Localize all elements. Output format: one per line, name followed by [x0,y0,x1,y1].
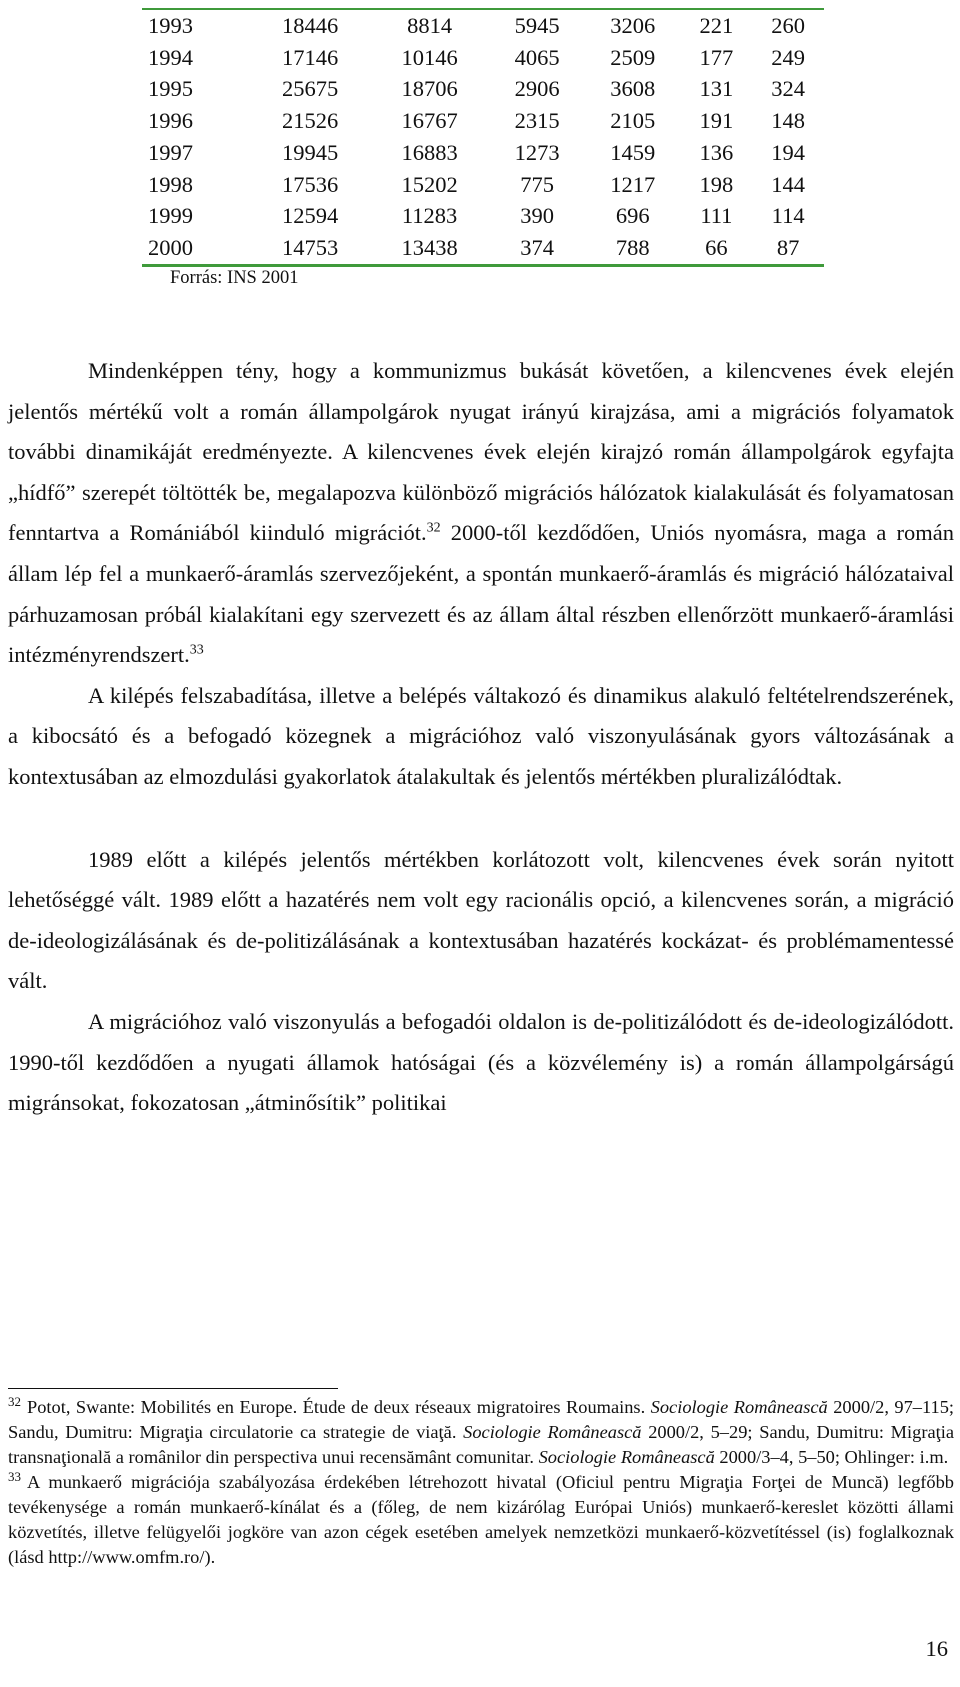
table-source: Forrás: INS 2001 [170,268,299,288]
footnote-number: 33 [8,1468,21,1484]
table-cell: 8814 [407,13,453,38]
footnote: $^{32}$ Potot, Swante: Mobilités en Europe. Étude de deux réseaux migratoires Roumains. Sociologie Românească 2000/2, 97–115; Sandu, Dumitru: Migraţia circulatorie ca strategie de viaţă. Sociologie Românească 2000/2, 5–29; Sandu, Dumitru: Migraţia transnaţională a românilor din perspectiva unui recensământ comunitar. Sociologie Românească 2000/3–4, 5–50; Ohlinger: i.m. [8,1393,954,1467]
table-cell: 1217 [610,171,656,197]
table-cell: 775 [520,171,555,197]
table-cell: 1996 [148,108,193,134]
table-cell: 1459 [610,139,656,165]
table-cell: 17536 [281,171,339,197]
table-cell: 4065 [514,44,560,70]
table-cell: 2105 [610,108,656,134]
table-cell: 18706 [401,76,458,102]
table-cell: 1273 [514,139,560,165]
table-cell: 696 [615,203,650,229]
table-cell: 13438 [401,234,458,260]
table-row [142,10,824,42]
table-cell: 191 [699,108,734,134]
table-cell: 1997 [148,139,193,165]
paragraph: A kilépés felszabadítása, illetve a belépés váltakozó és dinamikus alakuló feltételrendszerének, a kibocsátó és a befogadó közegnek a migrációhoz való viszonyulásának gyors változásának a kontextusában az elmozdulási gyakorlatok átalakultak és jelentős mértékben pluralizálódtak. [8,682,954,789]
table-cell: 788 [615,234,650,260]
body-text-top [8,351,954,1124]
table-cell: 66 [705,234,728,260]
table-cell: 144 [771,171,805,197]
page-number: 16 [925,1636,948,1661]
table-cell: 2906 [514,76,560,102]
table-cell: 194 [771,139,805,165]
table-row [142,137,824,169]
table-row [142,200,824,232]
table-cell: 114 [771,203,805,229]
table-cell: 177 [699,44,734,70]
table-cell: 249 [771,44,805,70]
table-cell: 2315 [514,108,560,134]
table-cell: 374 [520,234,555,260]
table-row [142,73,824,105]
footnote-separator [8,1388,338,1389]
table-row [142,169,824,201]
table-cell: 16767 [401,108,458,134]
footnote-ref[interactable]: 32 [426,520,441,536]
table-cell: 2509 [610,44,656,70]
table-cell: 390 [520,203,555,229]
paragraph: A migrációhoz való viszonyulás a befogadói oldalon is de-politizálódott és de-ideologizálódott. 1990-től kezdődően a nyugati államok hatóságai (és a közvélemény is) a román állampolgárságú migránsokat, fokozatosan „átminősítik” politikai [8,1008,954,1116]
table-cell: 3608 [610,76,656,102]
table-cell: 111 [700,203,733,229]
table-cell: 1998 [148,171,193,197]
table-cell: 12594 [281,203,339,229]
table-cell: 2000 [148,234,193,260]
table-cell: 221 [699,13,734,38]
table-cell: 14753 [281,234,339,260]
table-cell: 148 [771,108,805,134]
table-cell: 1993 [148,13,193,38]
table-cell: 136 [699,139,734,165]
table-cell: 87 [776,234,800,260]
footnote-ref[interactable]: 33 [189,642,204,658]
table-cell: 260 [771,13,805,38]
statistics-table [142,8,824,267]
table-cell: 17146 [281,44,339,70]
table-cell: 15202 [401,171,458,197]
table-cell: 10146 [401,44,458,70]
table-cell: 21526 [281,108,339,134]
footnote-number: 32 [8,1393,21,1409]
table-row [142,105,824,137]
footnotes [8,1395,954,1570]
table-cell: 1995 [148,76,193,102]
table-cell: 3206 [610,13,656,38]
paragraph: 1989 előtt a kilépés jelentős mértékben korlátozott volt, kilencvenes évek során nyitott lehetőséggé vált. 1989 előtt a hazatérés nem volt egy racionális opció, a kilencvenes során, a migráció de-ideologizálásának és de-politizálásának a kontextusában hazatérés kockázat- és problémamentessé vált. [8,846,954,994]
footnote: $^{33}$ A munkaerő migrációja szabályozása érdekében létrehozott hivatal (Oficiul pentru Migraţia Forţei de Muncă) legfőbb tevékenysége a román munkaerő-kínálat és a (főleg, de nem kizárólag Európai Uniós) munkaerő-kereslet közötti állami közvetítés, illetve felügyelői jogköre van azon cégek esetében amelyek nemzetközi munkaerő-közvetítéssel (is) foglalkoznak (lásd http://www.omfm.ro/). [8,1468,954,1567]
table-cell: 5945 [514,13,560,38]
table-cell: 198 [699,171,734,197]
table-cell: 19945 [281,139,339,165]
table-cell: 25675 [281,76,339,102]
table-row [142,42,824,74]
paragraph: Mindenképpen tény, hogy a kommunizmus bukását követően, a kilencvenes évek elején jelentős mértékű volt a román állampolgárok nyugat irányú kirajzása, ami a migrációs folyamatok további dinamikáját eredményezte. A kilencvenes évek elején kirajzó román állampolgárok egyfajta „hídfő” szerepét töltötték be, megalapozva különböző migrációs hálózatok kialakulását és folyamatosan fenntartva a Romániából kiinduló migrációt.$^{32}$ 2000-től kezdődően, Uniós nyomásra, maga a román állam lép fel a munkaerő-áramlás szervezőjeként, a spontán munkaerő-áramlás és migráció hálózataival párhuzamosan próbál kialakítani egy szervezett és az állam által részben ellenőrzött munkaerő-áramlási intézményrendszert.$^{33}$ [8,358,954,668]
table-cell: 1999 [148,203,193,229]
table-cell: 131 [699,76,734,102]
table-bottom-rule [142,264,824,267]
table-cell: 18446 [281,13,339,38]
table-cell: 324 [771,76,805,102]
table-cell: 16883 [401,139,458,165]
table-cell: 1994 [148,44,193,70]
table-row [142,232,824,264]
table-cell: 11283 [401,203,458,229]
